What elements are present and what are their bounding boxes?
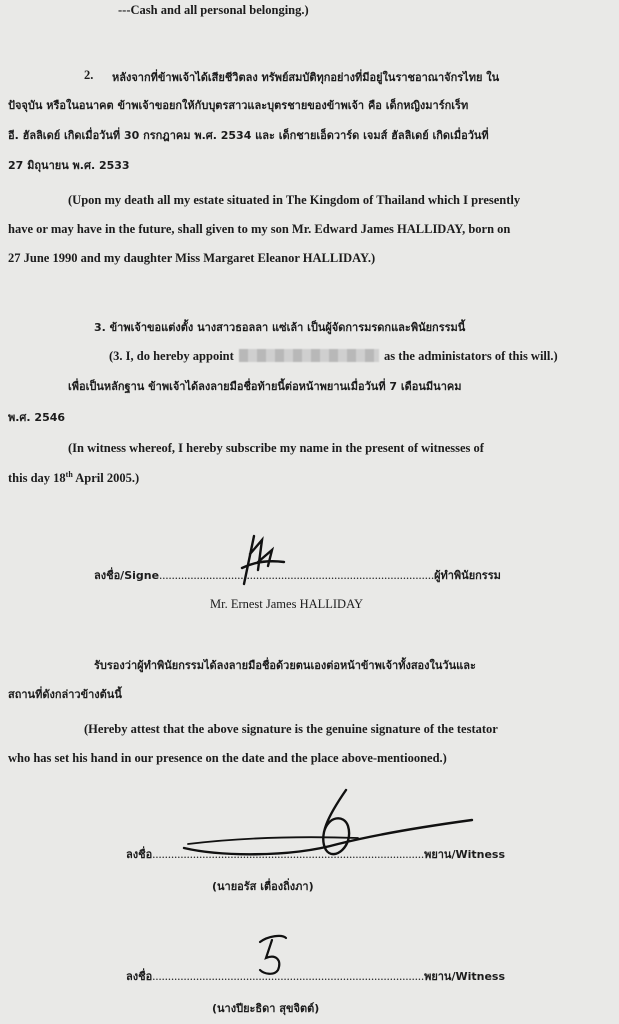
witness1-sign-line: ลงชื่อ.......................................................................................พยาน/Witness [126, 847, 506, 861]
attest-en-line2: who has set his hand in our presence on the date and the place above-mentiooned.) [8, 751, 447, 765]
witness1-signature [178, 786, 478, 866]
testator-sign-line: ลงชื่อ/Signe........................................................................................ผู้ทำพินัยกรรม [94, 568, 501, 582]
attest-thai-line1: รับรองว่าผู้ทำพินัยกรรมได้ลงลายมือชื่อด้วยตนเองต่อหน้าข้าพเจ้าทั้งสองในวันและ [94, 659, 476, 672]
witness1-name: (นายอรัส เตื่องถิ่งภา) [212, 880, 314, 893]
clause3-en-line [109, 349, 558, 364]
witness2-role-label: พยาน/Witness [424, 970, 506, 983]
witness-whereof-line2 [8, 470, 139, 486]
witness2-signature [252, 932, 292, 982]
testator-sign-label: ลงชื่อ/Signe [94, 569, 160, 582]
testator-signature [232, 532, 292, 592]
clause2-thai-line2: ปัจจุบัน หรือในอนาคต ข้าพเจ้าขอยกให้กับบุตรสาวและบุตรชายของข้าพเจ้า คือ เด็กหญิงมาร์กเร็ท [8, 99, 469, 112]
clause3-thai-line3: พ.ศ. 2546 [8, 411, 66, 424]
clause3-thai-line2: เพื่อเป็นหลักฐาน ข้าพเจ้าได้ลงลายมือชื่อท้ายนี้ต่อหน้าพยานเมื่อวันที่ 7 เดือนมีนาคม [68, 380, 462, 393]
clause2-thai-line1: หลังจากที่ข้าพเจ้าได้เสียชีวิตลง ทรัพย์สมบัติทุกอย่างที่มีอยู่ในราชอาณาจักรไทย ใน [112, 71, 500, 84]
witness2-sign-line: ลงชื่อ.......................................................................................พยาน/Witness [126, 969, 506, 983]
witness2-name: (นางปียะธิดา สุขจิตต์) [212, 1002, 320, 1015]
attest-thai-line2: สถานที่ดังกล่าวข้างต้นนี้ [8, 688, 122, 701]
clause2-en-line1: (Upon my death all my estate situated in The Kingdom of Thailand which I presently [68, 193, 521, 207]
clause2-thai-line4: 27 มิถุนายน พ.ศ. 2533 [8, 159, 130, 172]
clause3-en-pre: (3. I, do hereby appoint [109, 349, 234, 363]
testator-name: Mr. Ernest James HALLIDAY [210, 597, 363, 611]
witness1-sign-label: ลงชื่อ [126, 848, 153, 861]
testator-role-label: ผู้ทำพินัยกรรม [434, 569, 501, 582]
clause2-thai-line3: อี. ฮัลลิเดย์ เกิดเมื่อวันที่ 30 กรกฎาคม พ.ศ. 2534 และ เด็กชายเอ็ดวาร์ด เจมส์ ฮัลลิเดย์ เกิดเมื่อวันที่ [8, 129, 489, 142]
witness-whereof-line1: (In witness whereof, I hereby subscribe my name in the present of witnesses of [68, 441, 484, 455]
clause2-number: 2. [84, 68, 94, 82]
witness1-role-label: พยาน/Witness [424, 848, 506, 861]
clause2-en-line3: 27 June 1990 and my daughter Miss Margaret Eleanor HALLIDAY.) [8, 251, 376, 265]
clause3-en-post: as the administators of this will.) [384, 349, 558, 363]
redacted-name-block [239, 349, 379, 362]
attest-en-line1: (Hereby attest that the above signature is the genuine signature of the testator [84, 722, 498, 736]
clause2-en-line2: have or may have in the future, shall given to my son Mr. Edward James HALLIDAY, born on [8, 222, 511, 236]
witness-date-pre: this day 18 [8, 471, 66, 486]
clause3-thai-line1: 3. ข้าพเจ้าขอแต่งตั้ง นางสาวธอลลา แซ่เล้า เป็นผู้จัดการมรดกและพินัยกรรมนี้ [94, 321, 466, 334]
header-fragment: ---Cash and all personal belonging.) [118, 3, 309, 17]
witness2-sign-label: ลงชื่อ [126, 970, 153, 983]
witness-date-sup: th [65, 470, 73, 479]
witness-date-post: April 2005.) [72, 471, 140, 486]
